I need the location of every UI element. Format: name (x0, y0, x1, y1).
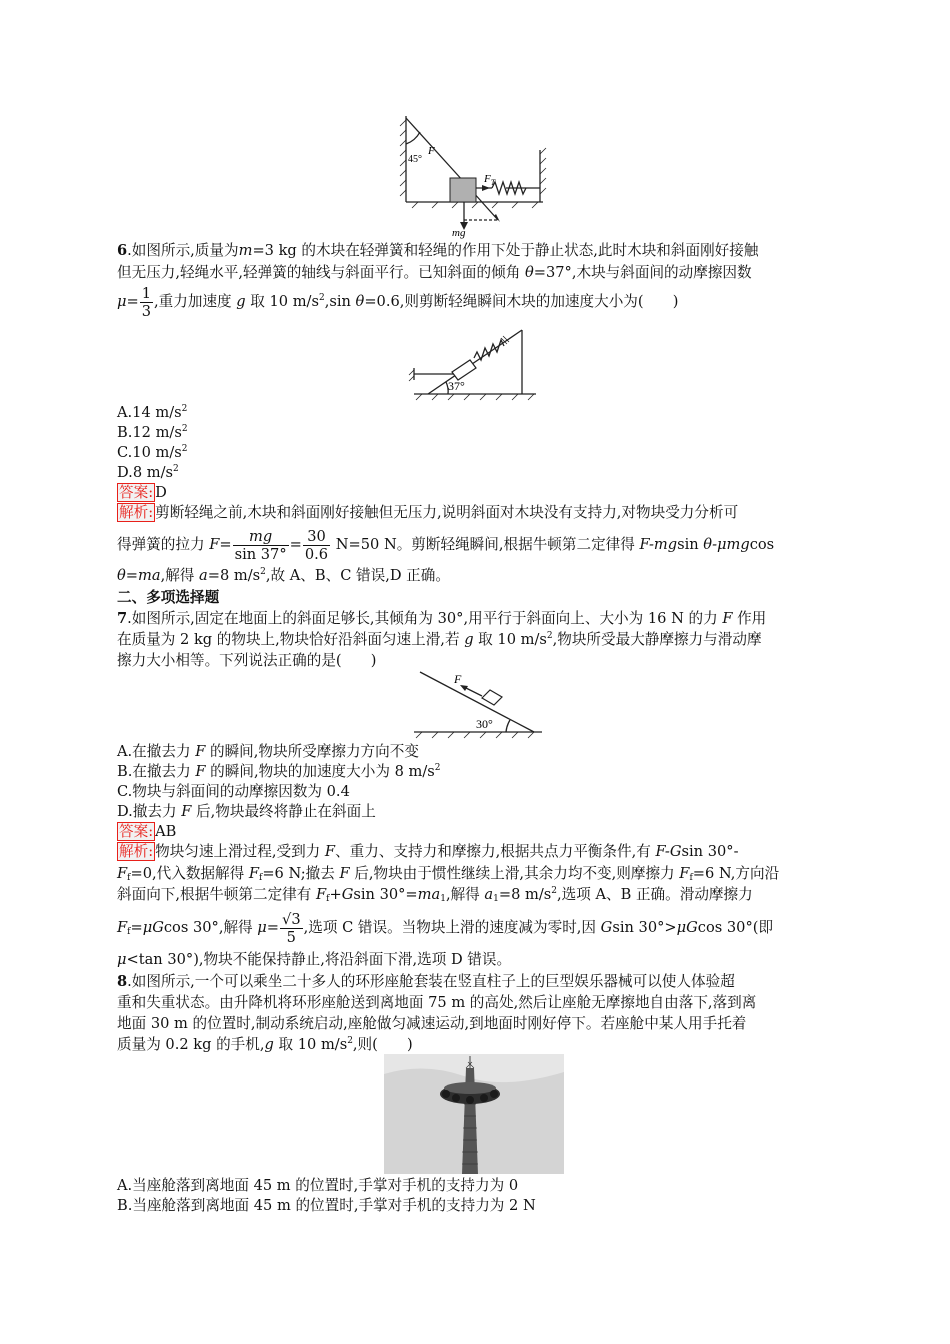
q6-line-2: 但无压力,轻绳水平,轻弹簧的轴线与斜面平行。已知斜面的倾角 θ=37°,木块与斜面间的动摩擦因数 (117, 264, 752, 281)
q8-line-3: 地面 30 m 的位置时,制动系统启动,座舱做匀减速运动,到地面时刚好停下。若座舱中某人用手托着 (117, 1015, 747, 1032)
q6-option-c: C.10 $m/s^2$ (117, 444, 188, 461)
q8-option-a: A.当座舱落到离地面 45 m 的位置时,手掌对手机的支持力为 0 (117, 1177, 519, 1194)
q6-option-b: B.12 $m/s^2$ (117, 424, 188, 441)
q6-number: 6 (117, 242, 128, 259)
fig5-FT-label: $F_T$ (484, 173, 496, 187)
q7-analysis-2: $F_f=0$,代入数据解得 $F_f=6$ N;撤去 F 后,物块由于惯性继续上滑,其余力均不变,则摩擦力 $F_f=6$ N,方向沿 (117, 865, 780, 883)
figure-incline-30 (410, 668, 546, 740)
q6-fraction: $\frac{1}{3}$ (141, 284, 152, 320)
q7-analysis-4: $F_f=\mu Gcos$ 30°,解得 μ= $\frac{√3}{5}$ ,选项 C 错误。当物块上滑的速度减为零时,因 Gsin 30°>μGcos 30°(即 (117, 910, 774, 946)
section-heading-multiple-choice: 二、多项选择题 (117, 589, 220, 606)
q7-line-1: 7.如图所示,固定在地面上的斜面足够长,其倾角为 30°,用平行于斜面向上、大小为 16 N 的力 F 作用 (117, 610, 767, 627)
q8-line-4: 质量为 0.2 kg 的手机,g 取 10 $m/s^2$,则( ) (117, 1036, 413, 1053)
answer-tag: 答案: (119, 484, 154, 501)
q7-option-c: C.物块与斜面间的动摩擦因数为 0.4 (117, 783, 350, 800)
figure-rope-spring-block (398, 110, 548, 240)
q6-analysis-1: 解析: 剪断轻绳之前,木块和斜面刚好接触但无压力,说明斜面对木块没有支持力,对物块受力分析可 (119, 504, 739, 521)
q6-line-3: μ= $\frac{1}{3}$ ,重力加速度 g 取 10 $m/s^2,\sin$ θ=0.6,则剪断轻绳瞬间木块的加速度大小为( ) (117, 284, 679, 320)
drop-tower-illustration (384, 1054, 564, 1174)
q8-line-1: 8.如图所示,一个可以乘坐二十多人的环形座舱套装在竖直柱子上的巨型娱乐器械可以使人体验超 (117, 973, 735, 990)
q7-answer: 答案: AB (119, 823, 177, 840)
drop-tower-photo (384, 1054, 564, 1174)
q7-option-a: A.在撤去力 F 的瞬间,物块所受摩擦力方向不变 (117, 743, 419, 760)
analysis-tag: 解析: (119, 504, 154, 521)
q6-analysis-3: θ=ma,解得 a=8 $m/s^2$,故 A、B、C 错误,D 正确。 (117, 567, 450, 584)
q7-line-2: 在质量为 2 kg 的物块上,物块恰好沿斜面匀速上滑,若 g 取 10 $m/s^2$,物块所受最大静摩擦力与滑动摩 (117, 631, 762, 648)
q7-option-d: D.撤去力 F 后,物块最终将静止在斜面上 (117, 803, 376, 820)
fig7-F-label: F (454, 672, 462, 686)
q7-line-3: 擦力大小相等。下列说法正确的是( ) (117, 652, 377, 669)
fig5-F-label: F (428, 145, 435, 157)
fig7-angle-label: 30° (476, 717, 493, 731)
q6-analysis-2: 得弹簧的拉力 F= $\frac{mg}{\sin 37^\circ}$ = $\frac{30}{0.6}$ N=50 N。剪断轻绳瞬间,根据牛顿第二定律得 F-mgsin θ-μmgcos (117, 527, 775, 563)
q7-analysis-5: μ<tan 30°),物块不能保持静止,将沿斜面下滑,选项 D 错误。 (117, 951, 512, 968)
q6-answer: 答案: D (119, 484, 167, 501)
figure-spring-incline-37 (408, 324, 544, 404)
q7-analysis-3: 斜面向下,根据牛顿第二定律有 $F_f+Gsin$ $30^\circ=ma_1$,解得 $a_1=8$ $m/s^2$,选项 A、B 正确。滑动摩擦力 (117, 886, 753, 904)
fig5-mg-label: mg (452, 227, 466, 239)
q8-option-b: B.当座舱落到离地面 45 m 的位置时,手掌对手机的支持力为 2 N (117, 1197, 536, 1214)
q7-analysis-1: 解析: 物块匀速上滑过程,受到力 F、重力、支持力和摩擦力,根据共点力平衡条件,有 F-Gsin 30°- (119, 843, 739, 860)
fig6-angle-label: 37° (448, 379, 465, 393)
q8-line-2: 重和失重状态。由升降机将环形座舱送到离地面 75 m 的高处,然后让座舱无摩擦地自由落下,落到离 (117, 994, 757, 1011)
q6-option-a: A.14 $m/s^2$ (117, 404, 188, 421)
q6-option-d: D.8 $m/s^2$ (117, 464, 179, 481)
q7-option-b: B.在撤去力 F 的瞬间,物块的加速度大小为 8 $m/s^2$ (117, 763, 441, 780)
q6-line-1: 6.如图所示,质量为m=3 kg 的木块在轻弹簧和轻绳的作用下处于静止状态,此时木块和斜面刚好接触 (117, 242, 759, 259)
fig5-angle-label: 45° (408, 154, 422, 165)
